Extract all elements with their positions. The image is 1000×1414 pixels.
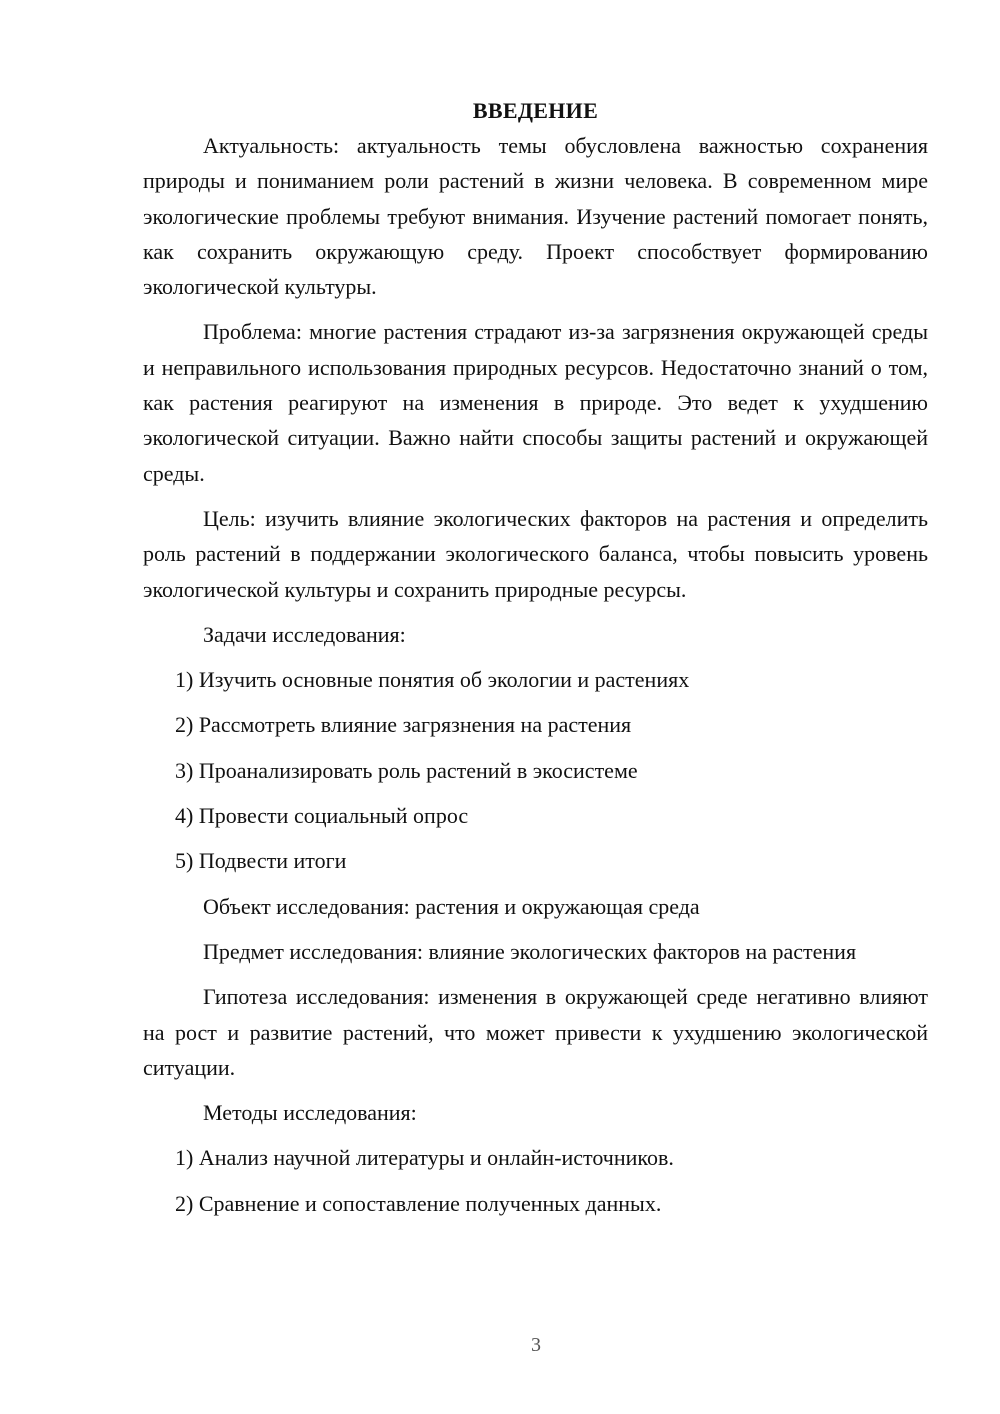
page-title: ВВЕДЕНИЕ <box>472 98 599 123</box>
subject-paragraph: Предмет исследования: влияние экологических факторов на растения <box>203 938 857 964</box>
document-page <box>143 96 928 1231</box>
methods-heading: Методы исследования: <box>203 1100 417 1126</box>
method-item: 1) Анализ научной литературы и онлайн-источников. <box>175 1145 674 1171</box>
tasks-heading: Задачи исследования: <box>203 621 406 647</box>
goal-paragraph: Цель: изучить влияние экологических факторов на растения и определить роль растений в поддержании экологического баланса, чтобы повысить уровень экологической культуры и сохранить природные ресурсы. <box>143 505 928 602</box>
task-item: 3) Проанализировать роль растений в экосистеме <box>175 757 638 783</box>
method-item: 2) Сравнение и сопоставление полученных данных. <box>175 1190 662 1216</box>
task-item: 2) Рассмотреть влияние загрязнения на растения <box>175 712 632 738</box>
task-item: 4) Провести социальный опрос <box>175 803 469 829</box>
object-paragraph: Объект исследования: растения и окружающая среда <box>203 893 700 919</box>
hypothesis-paragraph: Гипотеза исследования: изменения в окружающей среде негативно влияют на рост и развитие растений, что может привести к ухудшению экологической ситуации. <box>143 984 928 1080</box>
task-item: 1) Изучить основные понятия об экологии и растениях <box>175 667 690 693</box>
page-number: 3 <box>531 1334 541 1356</box>
problem-paragraph: Проблема: многие растения страдают из-за загрязнения окружающей среды и неправильного использования природных ресурсов. Недостаточно знаний о том, как растения реагируют на изменения в природе. Это ведет к ухудшению экологической ситуации. Важно найти способы защиты растений и окружающей среды. <box>143 319 928 486</box>
task-item: 5) Подвести итоги <box>175 848 347 874</box>
relevance-paragraph: Актуальность: актуальность темы обусловлена важностью сохранения природы и пониманием роли растений в жизни человека. В современном мире экологические проблемы требуют внимания. Изучение растений помогает понять, как сохранить окружающую среду. Проект способствует формированию экологической культуры. <box>143 133 928 300</box>
